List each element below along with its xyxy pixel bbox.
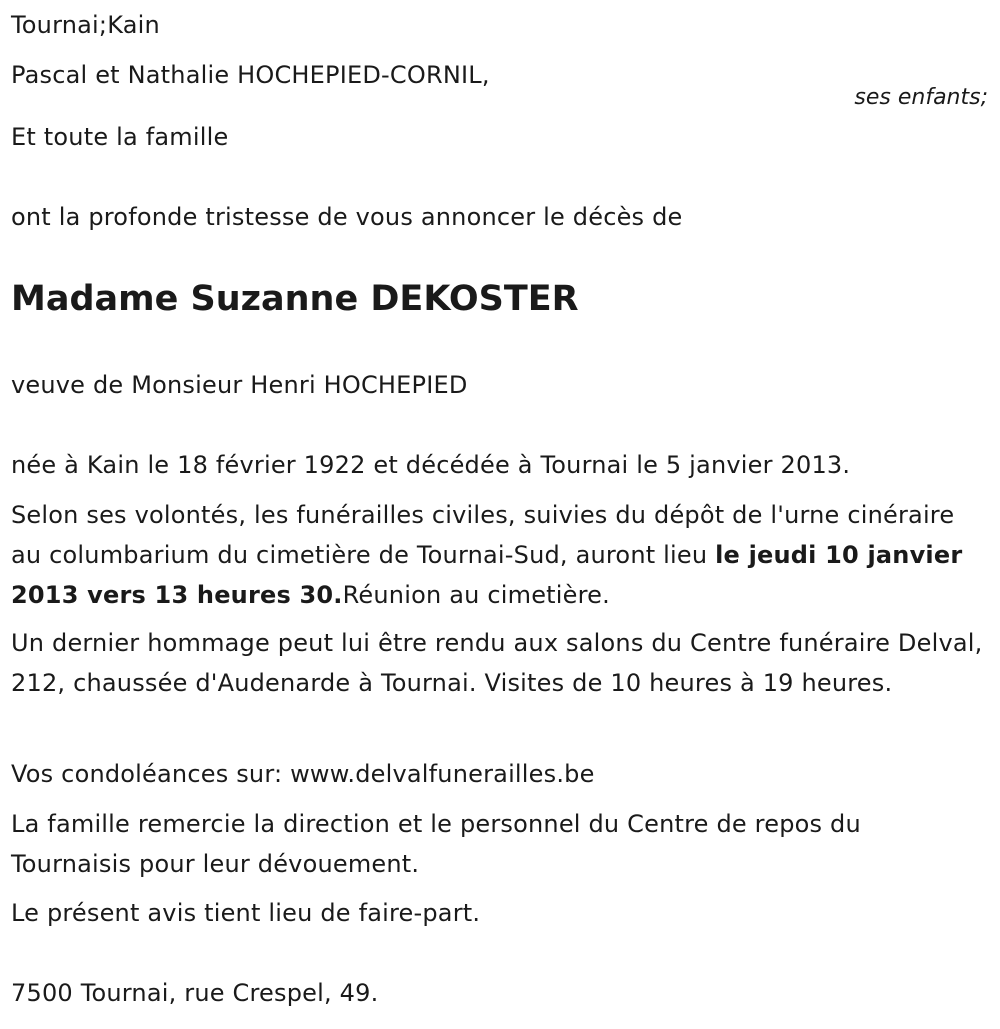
announcement-line: ont la profonde tristesse de vous annoncer le décès de <box>11 203 683 231</box>
family-line: Et toute la famille <box>11 123 229 151</box>
deceased-name: Madame Suzanne DEKOSTER <box>11 279 579 319</box>
tribute-paragraph: Un dernier hommage peut lui être rendu aux salons du Centre funéraire Delval, 212, chaussée d'Audenarde à Tournai. Visites de 10 heures à 19 heures. <box>11 629 983 697</box>
children-names: Pascal et Nathalie HOCHEPIED-CORNIL, <box>11 61 490 89</box>
funeral-paragraph <box>11 495 986 615</box>
funeral-meeting: Réunion au cimetière. <box>342 581 610 609</box>
children-role: ses enfants; <box>854 85 988 110</box>
location-line: Tournai;Kain <box>11 11 160 39</box>
faire-part-line: Le présent avis tient lieu de faire-part. <box>11 899 481 927</box>
widow-line: veuve de Monsieur Henri HOCHEPIED <box>11 371 468 399</box>
funeral-date: le jeudi 10 janvier 2013 vers 13 heures 30. <box>11 541 963 609</box>
address-line: 7500 Tournai, rue Crespel, 49. <box>11 979 379 1007</box>
funeral-intro: Selon ses volontés, les funérailles civiles, suivies du dépôt de l'urne cinéraire au columbarium du cimetière de Tournai-Sud, auront lieu <box>11 501 955 569</box>
birth-death-line: née à Kain le 18 février 1922 et décédée à Tournai le 5 janvier 2013. <box>11 451 851 479</box>
thanks-paragraph: La famille remercie la direction et le personnel du Centre de repos du Tournaisis pour leur dévouement. <box>11 810 861 878</box>
condolences-line: Vos condoléances sur: www.delvalfunerailles.be <box>11 760 595 788</box>
